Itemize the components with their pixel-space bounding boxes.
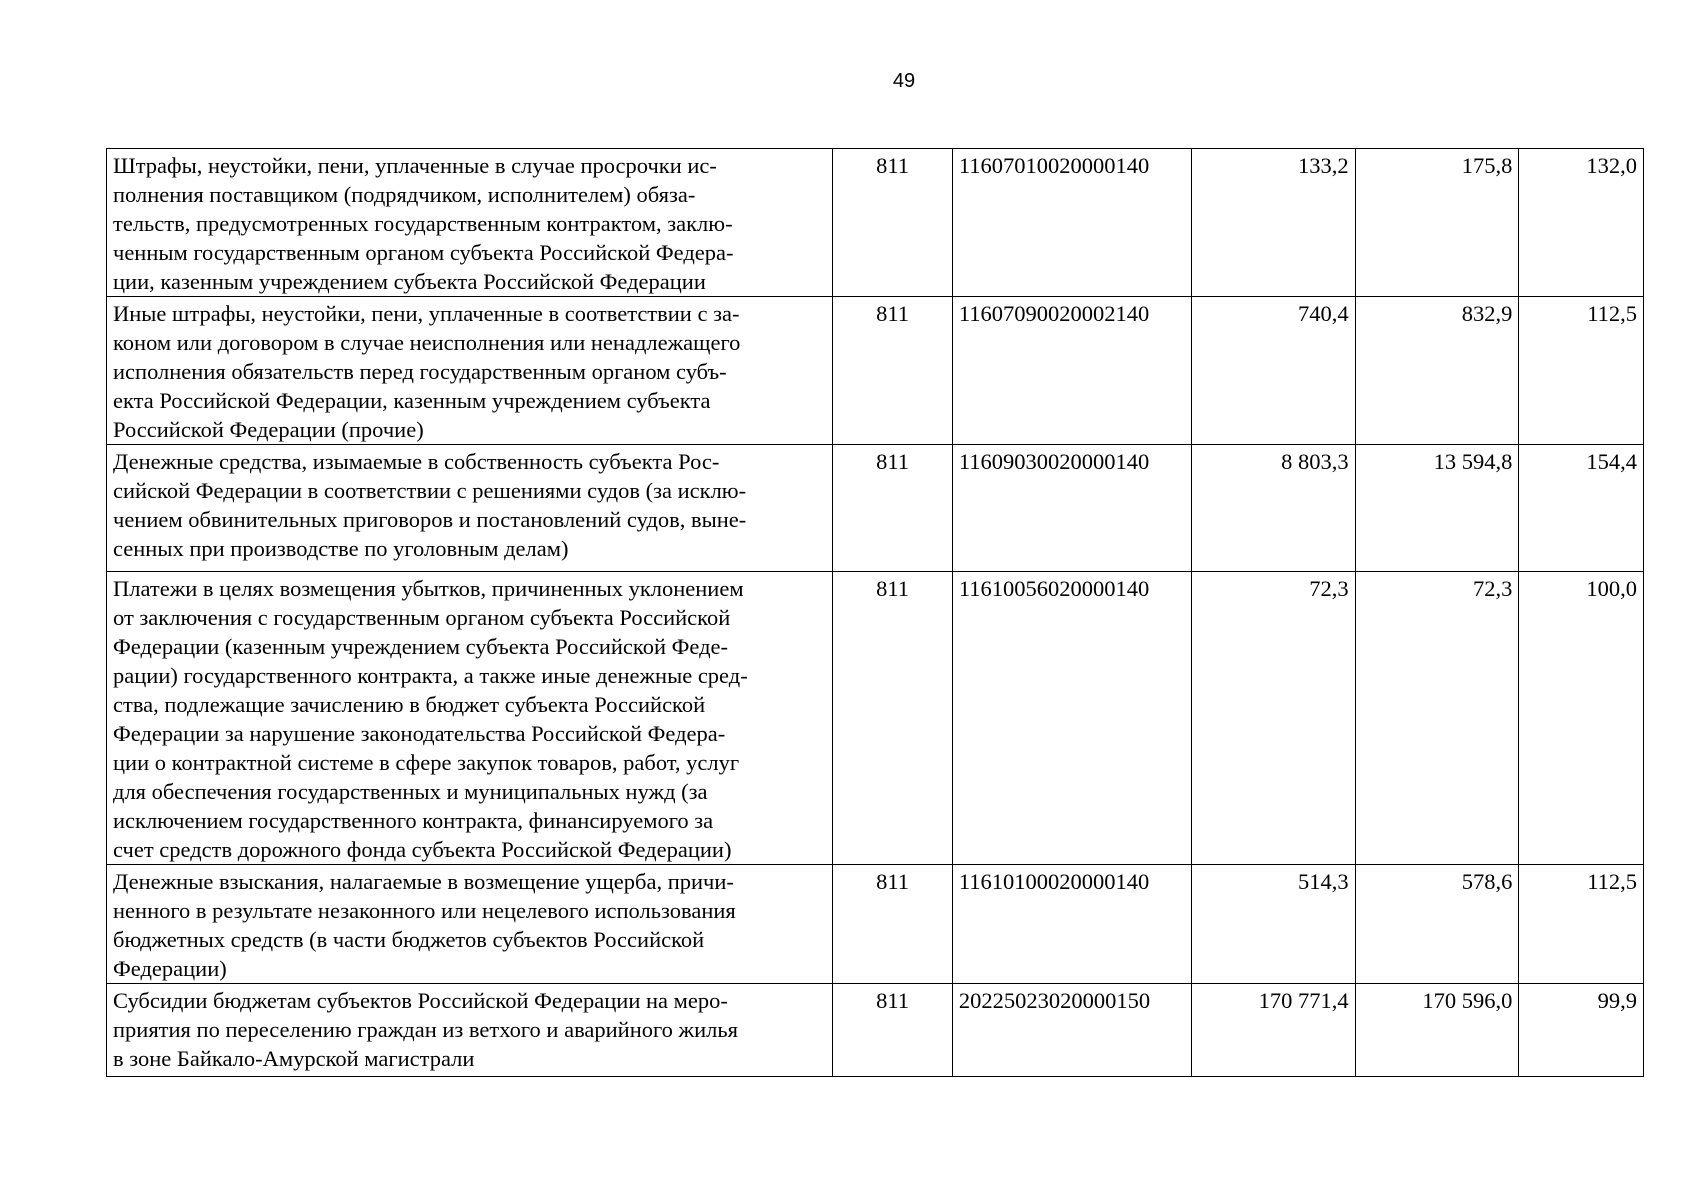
actual-amount-cell: 13 594,8 — [1355, 445, 1519, 572]
table-row — [107, 445, 1644, 572]
page-number: 49 — [892, 70, 916, 92]
revenue-name-line: чением обвинительных приговоров и постановлений судов, выне- — [113, 507, 747, 532]
revenue-name-line: Иные штрафы, неустойки, пени, уплаченные в соответствии с за- — [113, 301, 740, 326]
budget-table — [106, 148, 1644, 1077]
revenue-name-line: сийской Федерации в соответствии с решениями судов (за исклю- — [113, 478, 747, 503]
revenue-name-line: в зоне Байкало-Амурской магистрали — [113, 1046, 475, 1071]
revenue-name-line: полнения поставщиком (подрядчиком, исполнителем) обяза- — [113, 182, 696, 207]
revenue-name-cell — [107, 149, 833, 297]
admin-code-cell: 811 — [833, 984, 953, 1077]
plan-amount-cell: 170 771,4 — [1191, 984, 1355, 1077]
revenue-name-line: тельств, предусмотренных государственным контрактом, заклю- — [113, 211, 733, 236]
percent-cell: 99,9 — [1519, 984, 1644, 1077]
plan-amount-cell: 8 803,3 — [1191, 445, 1355, 572]
revenue-name-line: коном или договором в случае неисполнения или ненадлежащего — [113, 330, 741, 355]
actual-amount-cell: 170 596,0 — [1355, 984, 1519, 1077]
budget-code-cell: 11607010020000140 — [952, 149, 1191, 297]
revenue-name-line: ненного в результате незаконного или нецелевого использования — [113, 898, 736, 923]
admin-code-cell: 811 — [833, 149, 953, 297]
revenue-name-line: Платежи в целях возмещения убытков, причиненных уклонением — [113, 576, 744, 601]
revenue-name-line: исключением государственного контракта, финансируемого за — [113, 808, 714, 833]
page-header — [0, 70, 1698, 93]
actual-amount-cell: 175,8 — [1355, 149, 1519, 297]
revenue-name-line: от заключения с государственным органом субъекта Российской — [113, 605, 731, 630]
revenue-name-line: ченным государственным органом субъекта Российской Федера- — [113, 240, 734, 265]
revenue-name-line: Субсидии бюджетам субъектов Российской Федерации на меро- — [113, 988, 728, 1013]
percent-cell: 112,5 — [1519, 297, 1644, 445]
revenue-name-line: сенных при производстве по уголовным делам) — [113, 536, 569, 561]
budget-code-cell: 11607090020002140 — [952, 297, 1191, 445]
revenue-name-line: Штрафы, неустойки, пени, уплаченные в случае просрочки ис- — [113, 153, 717, 178]
plan-amount-cell: 514,3 — [1191, 865, 1355, 984]
plan-amount-cell: 133,2 — [1191, 149, 1355, 297]
revenue-name-line: ции о контрактной системе в сфере закупок товаров, работ, услуг — [113, 750, 740, 775]
revenue-name-cell — [107, 572, 833, 865]
revenue-name-line: счет средств дорожного фонда субъекта Российской Федерации) — [113, 837, 732, 862]
revenue-name-cell — [107, 297, 833, 445]
budget-code-cell: 20225023020000150 — [952, 984, 1191, 1077]
table-row — [107, 297, 1644, 445]
actual-amount-cell: 578,6 — [1355, 865, 1519, 984]
revenue-name-line: екта Российской Федерации, казенным учреждением субъекта — [113, 388, 711, 413]
revenue-name-cell — [107, 984, 833, 1077]
budget-code-cell: 11610100020000140 — [952, 865, 1191, 984]
revenue-name-line: ства, подлежащие зачислению в бюджет субъекта Российской — [113, 692, 706, 717]
revenue-name-cell — [107, 865, 833, 984]
table-row — [107, 984, 1644, 1077]
percent-cell: 100,0 — [1519, 572, 1644, 865]
table-row — [107, 572, 1644, 865]
table-row — [107, 149, 1644, 297]
admin-code-cell: 811 — [833, 572, 953, 865]
plan-amount-cell: 72,3 — [1191, 572, 1355, 865]
revenue-name-line: приятия по переселению граждан из ветхого и аварийного жилья — [113, 1017, 738, 1042]
admin-code-cell: 811 — [833, 445, 953, 572]
admin-code-cell: 811 — [833, 297, 953, 445]
actual-amount-cell: 72,3 — [1355, 572, 1519, 865]
percent-cell: 112,5 — [1519, 865, 1644, 984]
revenue-name-line: Федерации (казенным учреждением субъекта Российской Феде- — [113, 634, 729, 659]
revenue-name-line: для обеспечения государственных и муниципальных нужд (за — [113, 779, 708, 804]
budget-code-cell: 11610056020000140 — [952, 572, 1191, 865]
revenue-name-cell — [107, 445, 833, 572]
revenue-name-line: Федерации) — [113, 956, 227, 981]
revenue-name-line: Российской Федерации (прочие) — [113, 417, 424, 442]
percent-cell: 154,4 — [1519, 445, 1644, 572]
budget-code-cell: 11609030020000140 — [952, 445, 1191, 572]
revenue-name-line: Федерации за нарушение законодательства Российской Федера- — [113, 721, 726, 746]
revenue-name-line: бюджетных средств (в части бюджетов субъектов Российской — [113, 927, 705, 952]
revenue-name-line: исполнения обязательств перед государственным органом субъ- — [113, 359, 727, 384]
percent-cell: 132,0 — [1519, 149, 1644, 297]
table-row — [107, 865, 1644, 984]
revenue-name-line: ции, казенным учреждением субъекта Российской Федерации — [113, 269, 706, 294]
admin-code-cell: 811 — [833, 865, 953, 984]
plan-amount-cell: 740,4 — [1191, 297, 1355, 445]
revenue-name-line: Денежные средства, изымаемые в собственность субъекта Рос- — [113, 449, 720, 474]
revenue-name-line: рации) государственного контракта, а также иные денежные сред- — [113, 663, 748, 688]
revenue-name-line: Денежные взыскания, налагаемые в возмещение ущерба, причи- — [113, 869, 734, 894]
actual-amount-cell: 832,9 — [1355, 297, 1519, 445]
